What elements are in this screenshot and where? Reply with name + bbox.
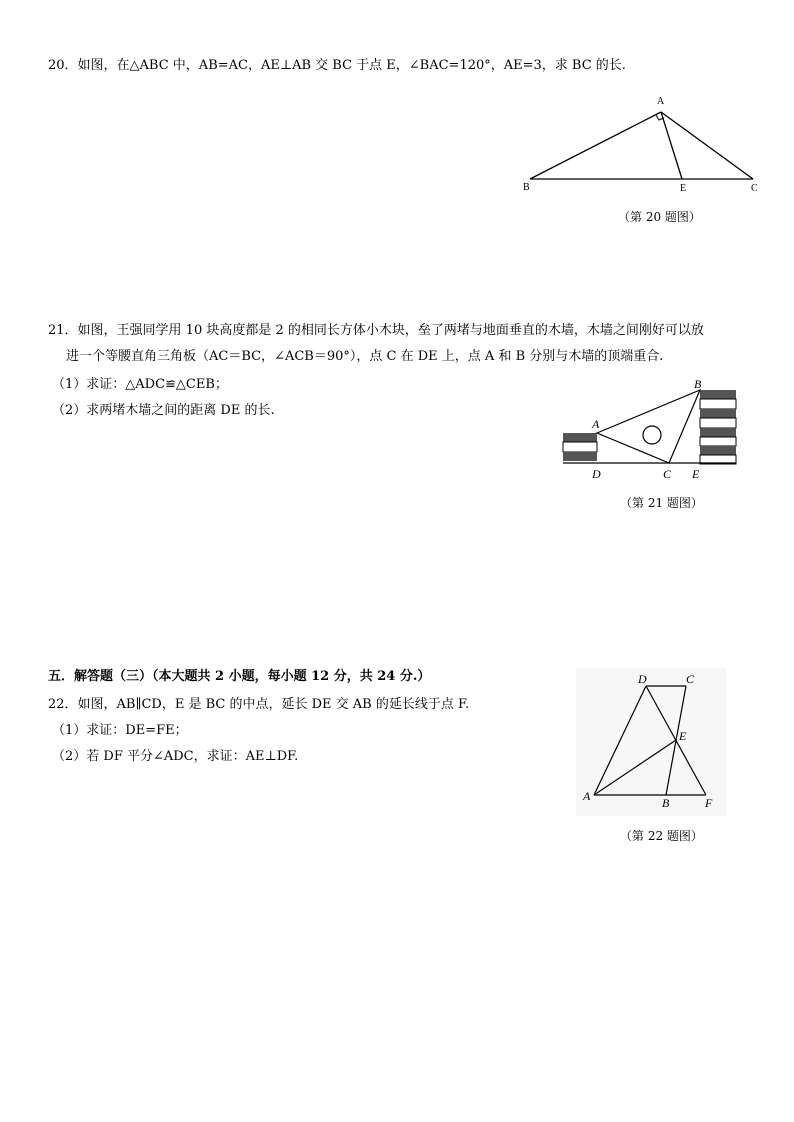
q21-text-line1: 21．如图，王强同学用 10 块高度都是 2 的相同长方体小木块，垒了两堵与地面垂直的木墙，木墙之间刚好可以放 xyxy=(48,323,704,338)
q20-label-b: B xyxy=(523,182,530,192)
q22-label-a: A xyxy=(583,789,591,803)
q21-label-d: D xyxy=(592,467,601,481)
q21-triangle-hole xyxy=(643,426,661,444)
section5-title: 五．解答题（三）（本大题共 2 小题，每小题 12 分，共 24 分.） xyxy=(48,669,431,684)
q21-caption: （第 21 题图） xyxy=(620,496,703,510)
q22-label-d: D xyxy=(638,672,647,686)
q22-text: 22．如图，AB∥CD，E 是 BC 的中点，延长 DE 交 AB 的延长线于点 F. xyxy=(48,697,470,712)
q21-label-a: A xyxy=(592,417,600,431)
q22-figure xyxy=(576,668,726,816)
q21-label-e: E xyxy=(692,467,700,481)
q22-caption: （第 22 题图） xyxy=(620,829,703,843)
q20-text: 20．如图，在△ABC 中，AB=AC，AE⊥AB 交 BC 于点 E，∠BAC=120°，AE=3，求 BC 的长. xyxy=(48,58,626,73)
q20-side-ac xyxy=(661,112,753,179)
q21-left-wall xyxy=(563,433,597,461)
q20-figure xyxy=(515,92,765,192)
q20-label-a: A xyxy=(657,96,665,107)
q20-label-c: C xyxy=(751,183,758,192)
q21-right-wall xyxy=(700,390,736,464)
q22-label-f: F xyxy=(705,796,713,810)
q21-label-b: B xyxy=(694,378,702,391)
q22-part1: （1）求证：DE=FE； xyxy=(52,723,188,738)
q21-part1: （1）求证：△ADC≌△CEB； xyxy=(52,377,228,392)
q20-label-e: E xyxy=(680,183,687,192)
q21-text-line2: 进一个等腰直角三角板（AC＝BC，∠ACB＝90°），点 C 在 DE 上，点 A 和 B 分别与木墙的顶端重合. xyxy=(66,349,664,364)
q21-figure xyxy=(558,378,758,483)
q21-part2: （2）求两堵木墙之间的距离 DE 的长. xyxy=(52,403,275,418)
q21-label-c: C xyxy=(663,467,672,481)
q20-side-ab xyxy=(530,112,661,179)
q20-segment-ae xyxy=(661,112,682,179)
q22-label-c: C xyxy=(686,672,695,686)
q22-label-e: E xyxy=(679,729,687,743)
q22-part2: （2）若 DF 平分∠ADC，求证：AE⊥DF. xyxy=(52,749,299,764)
q20-caption: （第 20 题图） xyxy=(618,210,701,224)
q22-label-b: B xyxy=(662,796,670,810)
